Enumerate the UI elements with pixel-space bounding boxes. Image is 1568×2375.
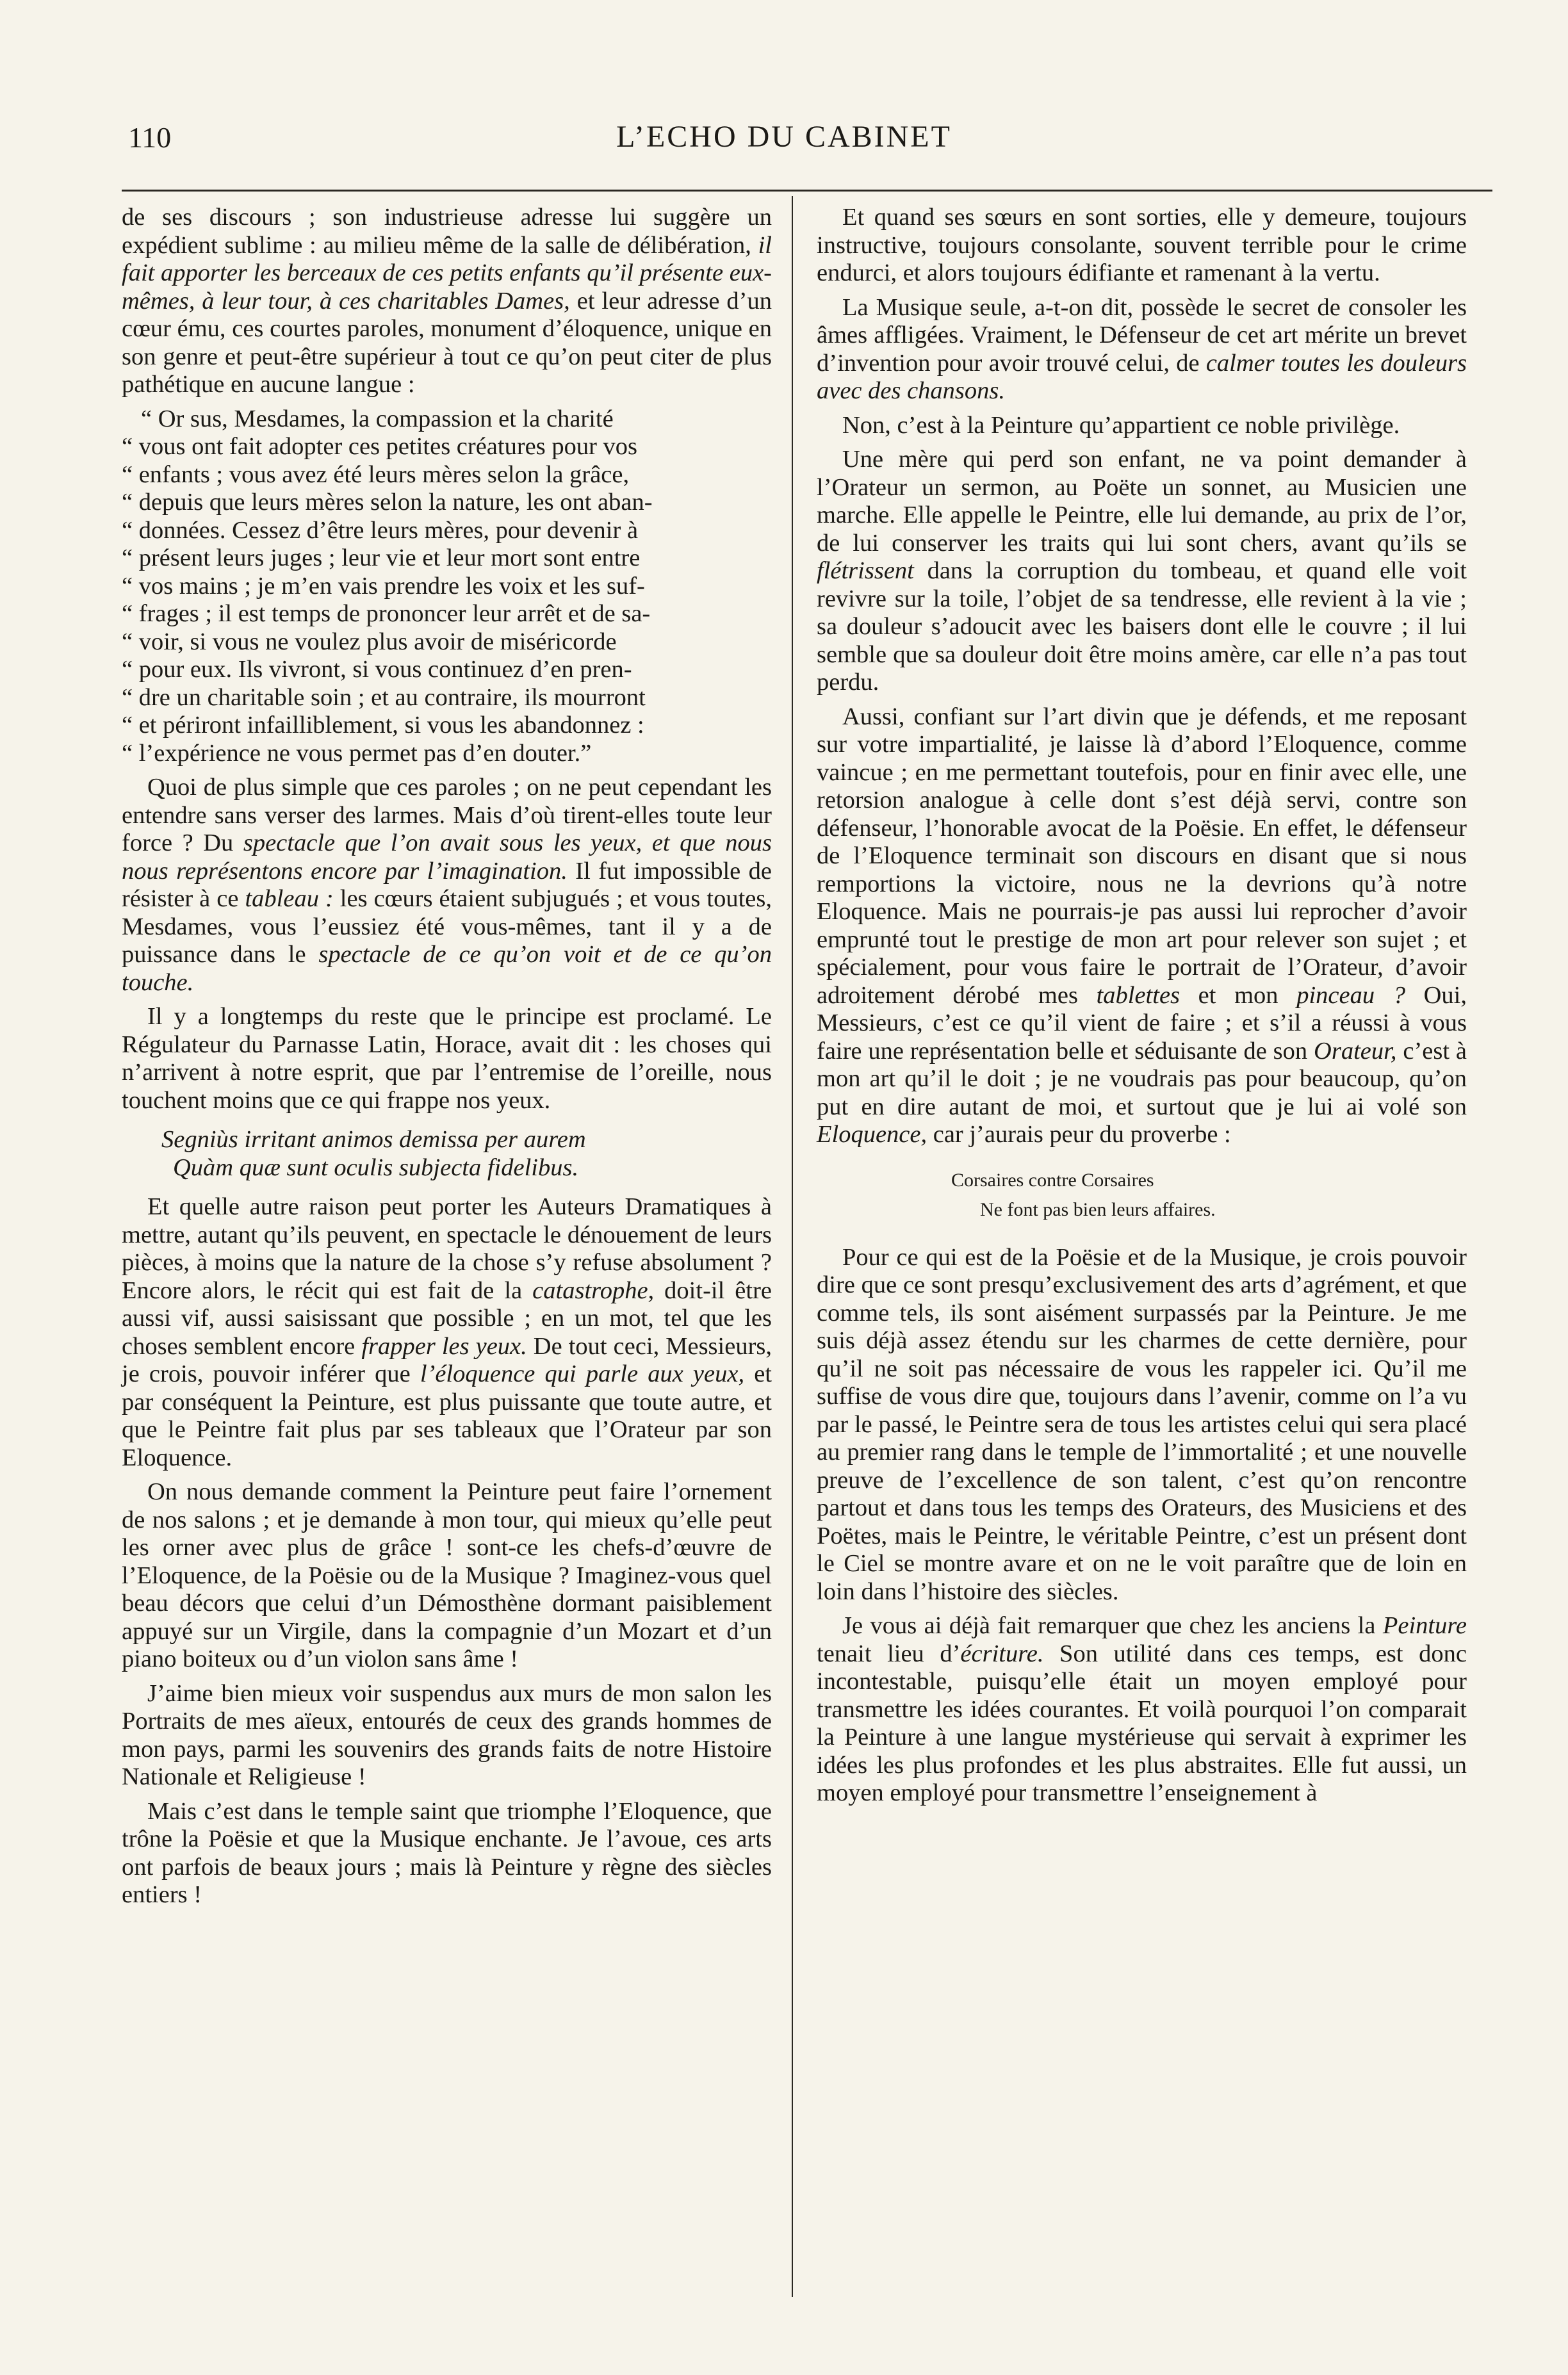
quote-line: “ et périront infailliblement, si vous les abandonnez : [122,712,644,739]
page-header [0,0,1568,186]
left-column [122,204,772,1916]
paragraph: On nous demande comment la Peinture peut faire l’ornement de nos salons ; et je demande à mon tour, qui mieux qu’elle peut les orner avec plus de grâce ! sont-ce les chefs-d’œuvre de l’Eloquence, de la Poësie ou de la Musique ? Imaginez-vous quel beau décors que celui d’un Démosthène dormant paisiblement appuyé sur un Virgile, dans la compagnie d’un Mozart et d’un piano boiteux ou d’un violon sans âme ! [122,1478,772,1672]
proverb [817,1166,1467,1225]
right-column [817,204,1467,1814]
paragraph: Aussi, confiant sur l’art divin que je défends, et me reposant sur votre impartialité, je laisse là d’abord l’Eloquence, comme vaincue ; en me permettant toutefois, pour en finir avec elle, une retorsion analogue à celle dont s’est déjà servi, contre son défenseur, l’honorable avocat de la Poësie. En effet, le défenseur de l’Eloquence terminait son discours en disant que si nous remportions la victoire, nous ne la devrions qu’à notre Eloquence. Mais ne pourrais-je pas aussi lui reprocher d’avoir emprunté tout le prestige de mon art pour relever son sujet ; et spécialement, pour vous faire le portrait de l’Orateur, d’avoir adroitement dérobé mes tablettes et mon pinceau ? Oui, Messieurs, c’est ce qu’il vient de faire ; et s’il a réussi à vous faire une représentation belle et séduisante de son Orateur, c’est à mon art qu’il le doit ; je ne voudrais pas pour beaucoup, qu’on put en dire autant de moi, et surtout que je lui ai volé son Eloquence, car j’aurais peur du proverbe : [817,703,1467,1148]
quote-line: “ frages ; il est temps de prononcer leur arrêt et de sa- [122,600,651,627]
paragraph: Quoi de plus simple que ces paroles ; on ne peut cependant les entendre sans verser des larmes. Mais d’où tirent-elles toute leur force ? Du spectacle que l’on avait sous les yeux, et que nous nous représentons encore par l’imagination. Il fut impossible de résister à ce tableau : les cœurs étaient subjugués ; et vous toutes, Mesdames, vous l’eussiez été vous-mêmes, tant il y a de puissance dans le spectacle de ce qu’on voit et de ce qu’on touche. [122,774,772,996]
block-quote [122,405,772,768]
quote-line: “ dre un charitable soin ; et au contraire, ils mourront [122,683,646,711]
paragraph: J’aime bien mieux voir suspendus aux murs de mon salon les Portraits de mes aïeux, entourés de ceux des grands hommes de mon pays, parmi les souvenirs des grands faits de notre Histoire Nationale et Religieuse ! [122,1679,772,1790]
paragraph: Une mère qui perd son enfant, ne va point demander à l’Orateur un sermon, au Poëte un sonnet, au Musicien une marche. Elle appelle le Peintre, elle lui demande, au prix de l’or, de lui conserver les traits qui lui sont chers, avant qu’ils se flétrissent dans la corruption du tombeau, et quand elle voit revivre sur la toile, l’objet de sa tendresse, elle revient à la vie ; sa douleur s’adoucit avec les baisers dont elle le couvre ; il lui semble que sa douleur doit être moins amère, car elle n’a pas tout perdu. [817,446,1467,696]
column-divider [792,196,793,2297]
quote-line: “ pour eux. Ils vivront, si vous continuez d’en pren- [122,656,632,683]
proverb-line: Ne font pas bien leurs affaires. [980,1198,1216,1220]
header-rule [122,190,1492,192]
paragraph: Et quelle autre raison peut porter les Auteurs Dramatiques à mettre, autant qu’ils peuvent, en spectacle le dénouement de leurs pièces, à moins que la nature de la chose s’y refuse absolument ? Encore alors, le récit qui est fait de la catastrophe, doit-il être aussi vif, aussi saisissant que possible ; en un mot, tel que les choses semblent encore frapper les yeux. De tout ceci, Messieurs, je crois, pouvoir inférer que l’éloquence qui parle aux yeux, et par conséquent la Peinture, est plus puissante que toute autre, et que le Peintre fait plus par ses tableaux que l’Orateur par son Eloquence. [122,1193,772,1471]
journal-title: L’ECHO DU CABINET [616,120,952,154]
quote-line: “ données. Cessez d’être leurs mères, pour devenir à [122,516,639,544]
quote-line: “ voir, si vous ne voulez plus avoir de miséricorde [122,628,617,655]
page-number: 110 [128,121,172,154]
paragraph: de ses discours ; son industrieuse adresse lui suggère un expédient sublime : au milieu même de la salle de délibération, il fait apporter les berceaux de ces petits enfants qu’il présente eux-mêmes, à leur tour, à ces charitables Dames, et leur adresse d’un cœur ému, ces courtes paroles, monument d’éloquence, unique en son genre et peut-être supérieur à tout ce qu’on peut citer de plus pathétique en aucune langue : [122,204,772,398]
paragraph: Il y a longtemps du reste que le principe est proclamé. Le Régulateur du Parnasse Latin, Horace, avait dit : les choses qui n’arrivent à notre esprit, que par l’entremise de l’oreille, nous touchent moins que ce qui frappe nos yeux. [122,1003,772,1114]
paragraph: La Musique seule, a-t-on dit, possède le secret de consoler les âmes affligées. Vraiment, le Défenseur de cet art mérite un brevet d’invention pour avoir trouvé celui, de calmer toutes les douleurs avec des chansons. [817,293,1467,404]
proverb-line: Corsaires contre Corsaires [951,1169,1154,1191]
paragraph: Pour ce qui est de la Poësie et de la Musique, je crois pouvoir dire que ce sont presqu’exclusivement des arts d’agrément, et que comme tels, ils sont aisément surpassés par la Peinture. Je me suis déjà assez étendu sur les charmes de cette dernière, pour qu’il ne soit pas nécessaire de vous les rappeler ici. Qu’il me suffise de vous dire que, toujours dans l’avenir, comme on l’a vu par le passé, le Peintre sera de tous les artistes celui qui sera placé au premier rang dans le temple de l’immortalité ; et une nouvelle preuve de l’excellence de son talent, c’est qu’on rencontre partout et dans tous les temps des Orateurs, des Musiciens et des Poëtes, mais le Peintre, le véritable Peintre, c’est un présent dont le Ciel se montre avare et on ne le voit paraître que de loin en loin dans l’histoire des siècles. [817,1243,1467,1605]
paragraph: Je vous ai déjà fait remarquer que chez les anciens la Peinture tenait lieu d’écriture. Son utilité dans ces temps, est donc incontestable, puisqu’elle était un moyen employé pour transmettre les idées courantes. Et voilà pourquoi l’on comparait la Peinture à une langue mystérieuse qui servait à exprimer les idées les plus profondes et les plus abstraites. Elle fut aussi, un moyen employé pour transmettre l’enseignement à [817,1612,1467,1806]
quote-line: “ l’expérience ne vous permet pas d’en douter.” [122,739,592,767]
quote-line: “ vos mains ; je m’en vais prendre les voix et les suf- [122,572,645,600]
quote-line: “ vous ont fait adopter ces petites créatures pour vos [122,433,638,460]
quote-line: “ Or sus, Mesdames, la compassion et la charité [141,405,614,432]
quote-line: “ présent leurs juges ; leur vie et leur mort sont entre [122,544,641,571]
paragraph: Non, c’est à la Peinture qu’appartient ce noble privilège. [842,411,1400,439]
paragraph: Mais c’est dans le temple saint que triomphe l’Eloquence, que trône la Poësie et que la Musique enchante. Je l’avoue, ces arts ont parfois de beaux jours ; mais là Peinture y règne des siècles entiers ! [122,1797,772,1908]
verse-line: Segniùs irritant animos demissa per aurem [161,1126,586,1153]
paragraph: Et quand ses sœurs en sont sorties, elle y demeure, toujours instructive, toujours consolante, souvent terrible pour le crime endurci, et alors toujours édifiante et ramenant à la vertu. [817,204,1467,286]
latin-verse [122,1126,772,1182]
quote-line: “ depuis que leurs mères selon la nature, les ont aban- [122,489,653,516]
verse-line: Quàm quæ sunt oculis subjecta fidelibus. [173,1154,579,1181]
quote-line: “ enfants ; vous avez été leurs mères selon la grâce, [122,461,630,488]
